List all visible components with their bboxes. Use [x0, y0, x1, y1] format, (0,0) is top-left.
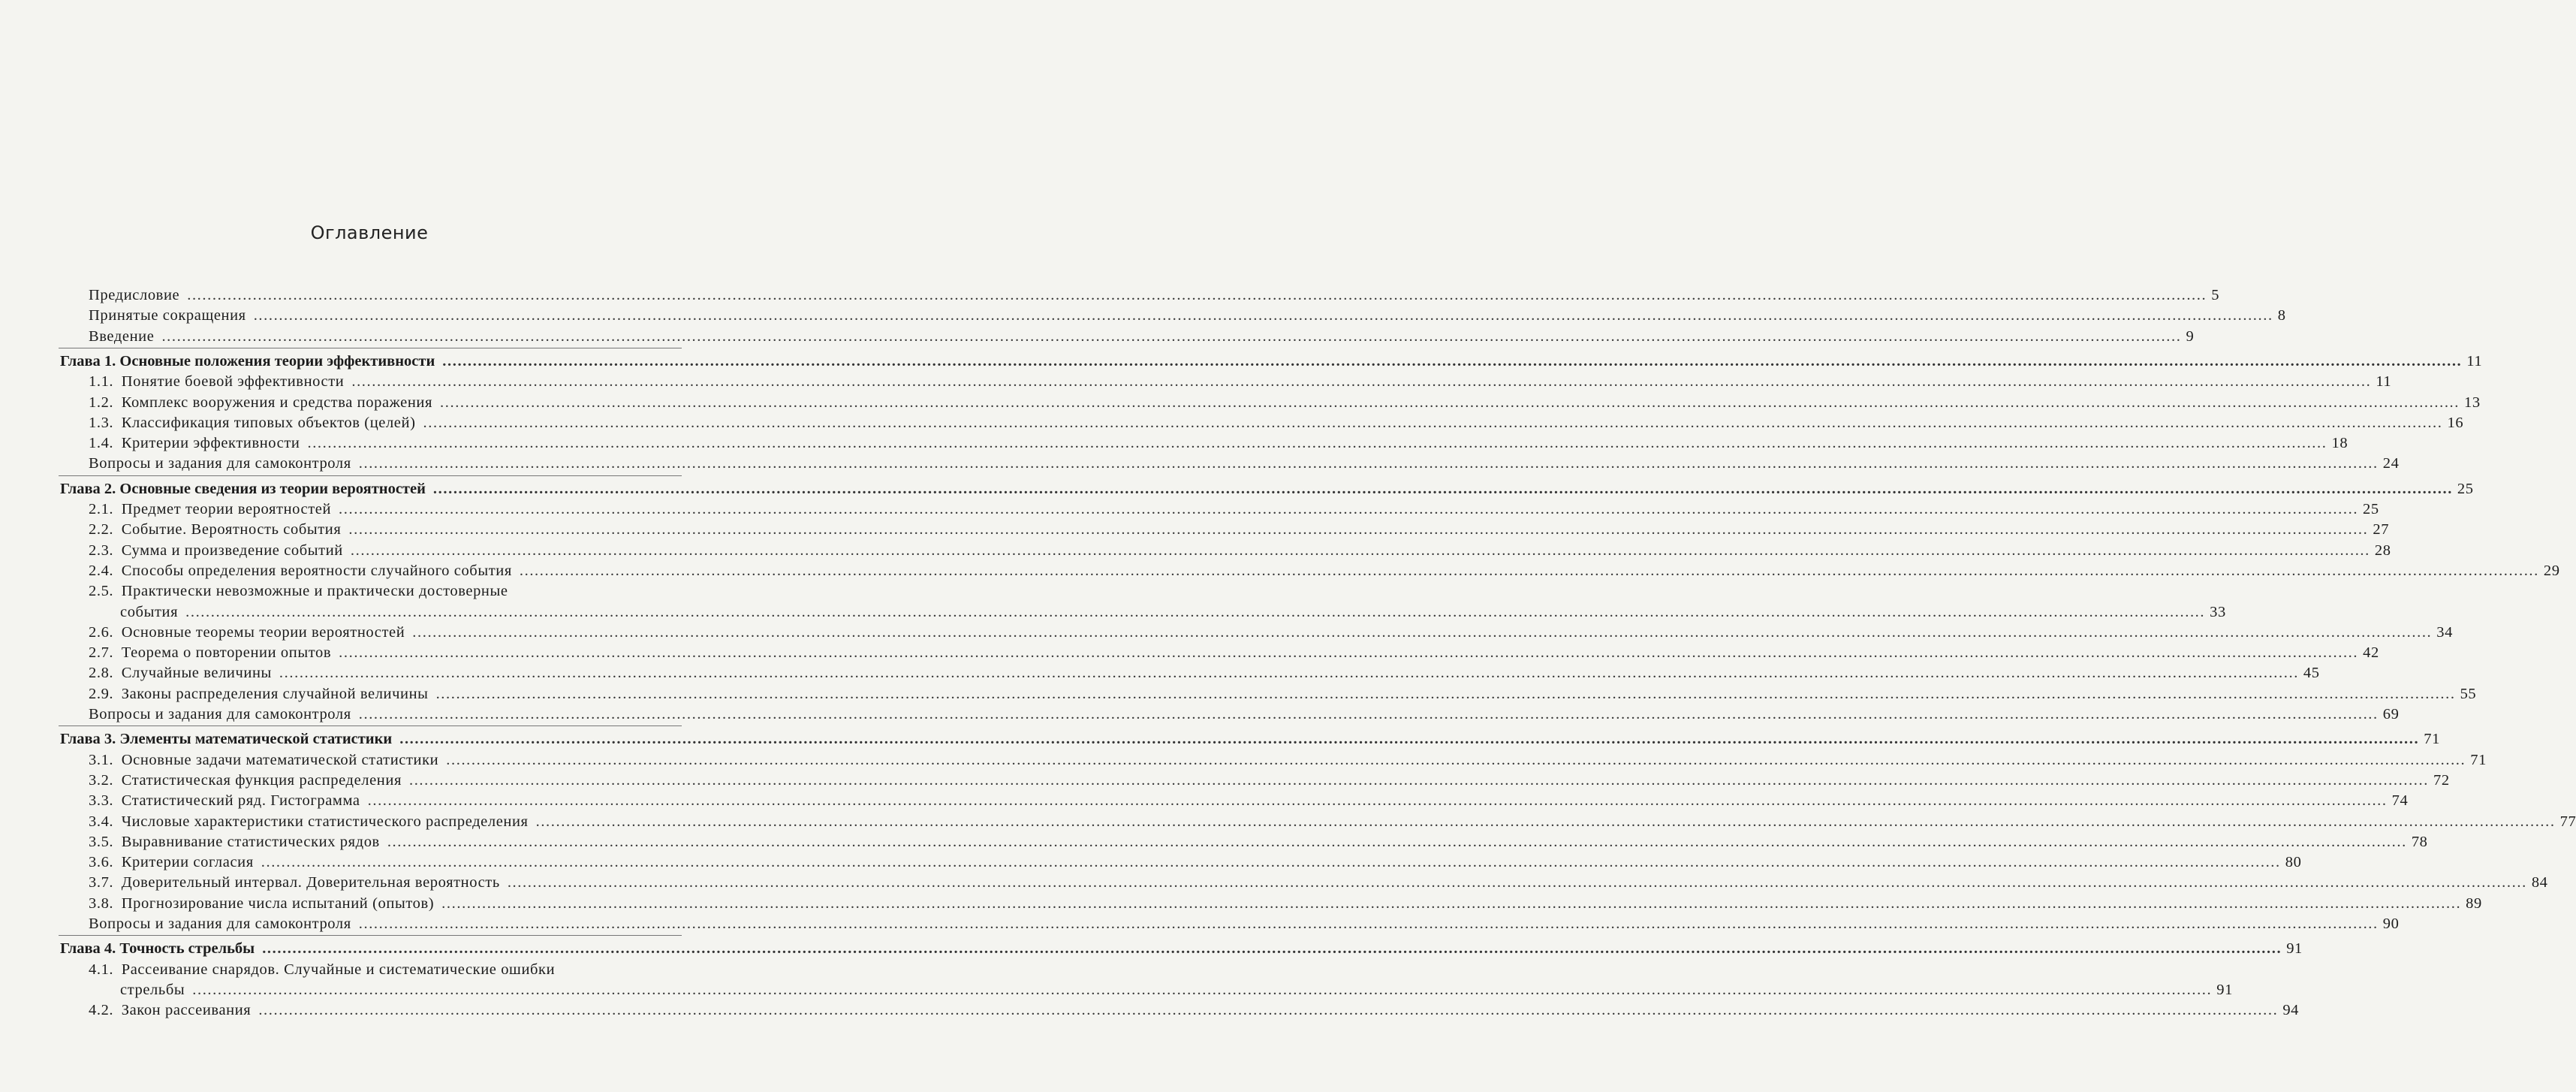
toc-entry[interactable]: [0, 433, 2349, 454]
page-number: 77: [2559, 813, 2576, 830]
entry-text: [89, 831, 380, 852]
page-number: 13: [2464, 394, 2481, 411]
dot-leader: ................................................................................................................................................................................................................................................................................................................................................................................................................: [435, 685, 2456, 702]
page-number: 33: [2210, 603, 2226, 620]
dot-leader: ................................................................................................................................................................................................................................................................................................................................................................................................................: [339, 501, 2359, 517]
entry-label: Предмет теории вероятностей: [121, 501, 332, 517]
entry-number: 4.2.: [89, 1002, 114, 1019]
entry-text: [89, 770, 402, 791]
entry-label: Принятые сокращения: [89, 307, 246, 324]
entry-number: 2.7.: [89, 644, 114, 662]
dot-leader: ................................................................................................................................................................................................................................................................................................................................................................................................................: [535, 813, 2556, 830]
toc-entry[interactable]: [0, 750, 2487, 771]
toc-entry[interactable]: [0, 560, 2560, 581]
entry-number: 2.6.: [89, 623, 114, 641]
entry-number: 3.7.: [89, 874, 114, 891]
entry-label: Введение: [89, 327, 155, 345]
entry-text: [89, 326, 154, 347]
dot-leader: ................................................................................................................................................................................................................................................................................................................................................................................................................: [358, 706, 2379, 722]
dot-leader: ................................................................................................................................................................................................................................................................................................................................................................................................................: [253, 307, 2273, 324]
toc-entry[interactable]: [0, 519, 2390, 540]
entry-text: [89, 371, 344, 392]
entry-text: [89, 412, 416, 433]
page-number: 71: [2424, 731, 2440, 748]
toc-entry-review[interactable]: [0, 913, 2400, 934]
entry-number: 3.5.: [89, 833, 114, 850]
toc-entry[interactable]: [0, 1000, 2300, 1021]
dot-leader: ................................................................................................................................................................................................................................................................................................................................................................................................................: [358, 916, 2379, 932]
dot-leader: ................................................................................................................................................................................................................................................................................................................................................................................................................: [408, 771, 2429, 789]
entry-label: Событие. Вероятность события: [121, 521, 342, 538]
entry-text: [89, 305, 246, 326]
entry-number: 2.2.: [89, 521, 114, 538]
dot-leader: ................................................................................................................................................................................................................................................................................................................................................................................................................: [262, 940, 2282, 958]
entry-number: 2.1.: [89, 501, 114, 517]
toc-chapter-heading[interactable]: [0, 351, 2483, 372]
entry-label: Предисловие: [89, 287, 180, 303]
page-number: 91: [2286, 940, 2303, 958]
entry-number: 1.4.: [89, 435, 114, 452]
page-number: 42: [2363, 644, 2379, 662]
page-number: 84: [2531, 874, 2548, 891]
entry-label: Вопросы и задания для самоконтроля: [89, 455, 351, 472]
page-number: 28: [2374, 541, 2391, 559]
entry-label: Статистический ряд. Гистограмма: [121, 792, 360, 810]
page-number: 27: [2373, 521, 2390, 538]
entry-label: Критерии согласия: [121, 854, 254, 871]
dot-leader: ................................................................................................................................................................................................................................................................................................................................................................................................................: [279, 665, 2299, 682]
dot-leader: ................................................................................................................................................................................................................................................................................................................................................................................................................: [507, 874, 2527, 891]
dot-leader: ................................................................................................................................................................................................................................................................................................................................................................................................................: [412, 623, 2433, 641]
toc-entry-review[interactable]: [0, 453, 2400, 474]
dot-leader: ................................................................................................................................................................................................................................................................................................................................................................................................................: [440, 394, 2460, 411]
entry-label: Комплекс вооружения и средства поражения: [121, 394, 433, 411]
entry-text: [89, 433, 300, 454]
entry-label: Вопросы и задания для самоконтроля: [89, 706, 351, 722]
page-number: 71: [2470, 751, 2487, 768]
entry-label: Вопросы и задания для самоконтроля: [89, 916, 351, 932]
entry-text: [60, 351, 435, 372]
entry-label: Теорема о повторении опытов: [121, 644, 332, 662]
entry-number: 2.5.: [89, 583, 114, 600]
entry-text: [89, 852, 254, 873]
chapter-separator: [59, 475, 682, 476]
entry-text: [89, 560, 512, 581]
page-number: 16: [2447, 414, 2464, 431]
toc-entry[interactable]: [0, 499, 2379, 520]
dot-leader: ................................................................................................................................................................................................................................................................................................................................................................................................................: [339, 644, 2359, 662]
entry-text: [89, 540, 343, 561]
entry-text: [89, 893, 434, 914]
entry-number: 1.3.: [89, 414, 114, 431]
page-number: 29: [2543, 562, 2560, 579]
entry-label: Практически невозможные и практически достоверные: [121, 583, 508, 600]
entry-text: [89, 519, 341, 540]
toc-entry[interactable]: [0, 540, 2391, 561]
page-number: 78: [2411, 833, 2428, 850]
toc-entry[interactable]: [0, 412, 2464, 433]
dot-leader: ................................................................................................................................................................................................................................................................................................................................................................................................................: [399, 731, 2420, 748]
page-number: 89: [2466, 894, 2482, 912]
dot-leader: ................................................................................................................................................................................................................................................................................................................................................................................................................: [187, 287, 2207, 303]
entry-text: [89, 642, 331, 663]
toc-entry[interactable]: [0, 622, 2453, 643]
dot-leader: ................................................................................................................................................................................................................................................................................................................................................................................................................: [307, 435, 2327, 452]
entry-text: [60, 729, 392, 750]
toc-title: Оглавление: [310, 222, 429, 243]
toc-entry-review[interactable]: [0, 704, 2400, 725]
entry-text: [89, 683, 429, 704]
toc-chapter-heading[interactable]: [0, 729, 2440, 750]
entry-number: 3.6.: [89, 854, 114, 871]
entry-label: Сумма и произведение событий: [121, 541, 343, 559]
toc-entry[interactable]: [0, 662, 2320, 683]
dot-leader: ................................................................................................................................................................................................................................................................................................................................................................................................................: [432, 480, 2453, 497]
toc-entry[interactable]: [0, 959, 751, 980]
dot-leader: ................................................................................................................................................................................................................................................................................................................................................................................................................: [519, 562, 2539, 579]
entry-label: Основные задачи математической статистики: [121, 751, 439, 768]
chapter-separator: [59, 935, 682, 936]
entry-text: [89, 581, 508, 602]
entry-label: Способы определения вероятности случайного события: [121, 562, 512, 579]
dot-leader: ................................................................................................................................................................................................................................................................................................................................................................................................................: [367, 792, 2388, 810]
dot-leader: ................................................................................................................................................................................................................................................................................................................................................................................................................: [358, 455, 2379, 472]
entry-text: [89, 790, 360, 811]
toc-entry[interactable]: [0, 852, 2302, 873]
entry-number: 2.8.: [89, 665, 114, 682]
toc-chapter-heading[interactable]: [0, 478, 2474, 499]
entry-text: [89, 622, 405, 643]
toc-entry[interactable]: [0, 893, 2482, 914]
entry-text: [89, 662, 272, 683]
page-number: 74: [2391, 792, 2409, 810]
entry-text: [89, 750, 438, 771]
entry-label: Доверительный интервал. Доверительная вероятность: [121, 874, 500, 891]
toc-entry[interactable]: [0, 683, 2477, 704]
entry-number: 2.3.: [89, 541, 114, 559]
toc-entry[interactable]: [0, 581, 751, 602]
entry-text: [89, 453, 351, 474]
toc-entry[interactable]: [0, 831, 2428, 852]
entry-label: Прогнозирование числа испытаний (опытов): [121, 894, 435, 912]
page-number: 8: [2277, 307, 2286, 324]
entry-text: [89, 704, 351, 725]
page-number: 90: [2382, 916, 2400, 932]
entry-text: [89, 499, 331, 520]
entry-label: Числовые характеристики статистического распределения: [121, 813, 529, 830]
entry-label: Статистическая функция распределения: [121, 771, 402, 789]
page-number: 24: [2382, 455, 2400, 472]
entry-text: [120, 979, 185, 1000]
entry-number: 1.2.: [89, 394, 114, 411]
entry-label: Закон рассеивания: [121, 1002, 252, 1019]
entry-label: Выравнивание статистических рядов: [121, 833, 380, 850]
entry-label: Глава 1. Основные положения теории эффективности: [60, 352, 435, 370]
entry-text: [89, 913, 351, 934]
dot-leader: ................................................................................................................................................................................................................................................................................................................................................................................................................: [442, 352, 2463, 370]
toc-entry-front[interactable]: [0, 305, 2286, 326]
toc-entry-front[interactable]: [0, 326, 2195, 347]
page-number: 72: [2433, 771, 2450, 789]
entry-label: Законы распределения случайной величины: [121, 685, 429, 702]
page-number: 69: [2382, 706, 2400, 722]
entry-number: 3.3.: [89, 792, 114, 810]
toc-entry[interactable]: [0, 642, 2379, 663]
toc-entry-continuation[interactable]: [0, 979, 2233, 1000]
dot-leader: ................................................................................................................................................................................................................................................................................................................................................................................................................: [423, 414, 2443, 431]
page-number: 9: [2186, 327, 2195, 345]
dot-leader: ................................................................................................................................................................................................................................................................................................................................................................................................................: [351, 373, 2372, 391]
entry-label: Глава 2. Основные сведения из теории вероятностей: [60, 480, 426, 497]
entry-text: [89, 392, 432, 413]
entry-number: 3.2.: [89, 771, 114, 789]
entry-label: Глава 3. Элементы математической статистики: [60, 731, 393, 748]
entry-number: 1.1.: [89, 373, 114, 391]
dot-leader: ................................................................................................................................................................................................................................................................................................................................................................................................................: [258, 1002, 2279, 1019]
page-number: 18: [2331, 435, 2349, 452]
page-number: 55: [2460, 685, 2477, 702]
page-number: 25: [2363, 501, 2379, 517]
page-number: 34: [2436, 623, 2453, 641]
entry-label: Критерии эффективности: [121, 435, 300, 452]
toc-entry[interactable]: [0, 811, 2576, 832]
toc-entry[interactable]: [0, 392, 2481, 413]
entry-text: [120, 602, 178, 623]
entry-label-continuation: стрельбы: [120, 981, 185, 998]
dot-leader: ................................................................................................................................................................................................................................................................................................................................................................................................................: [185, 603, 2206, 620]
page-number: 5: [2211, 287, 2220, 303]
entry-label: Классификация типовых объектов (целей): [121, 414, 416, 431]
dot-leader: ................................................................................................................................................................................................................................................................................................................................................................................................................: [192, 981, 2213, 998]
entry-text: [89, 285, 179, 306]
page-number: 11: [2466, 352, 2483, 370]
dot-leader: ................................................................................................................................................................................................................................................................................................................................................................................................................: [348, 521, 2369, 538]
entry-number: 3.1.: [89, 751, 114, 768]
dot-leader: ................................................................................................................................................................................................................................................................................................................................................................................................................: [350, 541, 2370, 559]
toc-entry[interactable]: [0, 872, 2548, 893]
toc-chapter-heading[interactable]: [0, 938, 2303, 959]
page-number: 45: [2303, 665, 2320, 682]
page-number: 25: [2457, 480, 2474, 497]
page-number: 91: [2216, 981, 2233, 998]
entry-text: [89, 1000, 251, 1021]
page-number: 11: [2376, 373, 2392, 391]
page-number: 94: [2282, 1002, 2300, 1019]
entry-text: [89, 811, 529, 832]
entry-label: Случайные величины: [121, 665, 272, 682]
entry-number: 2.4.: [89, 562, 114, 579]
entry-label: Глава 4. Точность стрельбы: [60, 940, 255, 958]
entry-number: 4.1.: [89, 961, 114, 978]
entry-label: Понятие боевой эффективности: [121, 373, 345, 391]
entry-text: [89, 959, 555, 980]
dot-leader: ................................................................................................................................................................................................................................................................................................................................................................................................................: [446, 751, 2466, 768]
entry-text: [60, 478, 426, 499]
entry-label: Рассеивание снарядов. Случайные и систематические ошибки: [121, 961, 556, 978]
toc-entry[interactable]: [0, 770, 2450, 791]
entry-text: [60, 938, 255, 959]
entry-number: 2.9.: [89, 685, 114, 702]
entry-number: 3.4.: [89, 813, 114, 830]
entry-label-continuation: события: [120, 603, 179, 620]
entry-number: 3.8.: [89, 894, 114, 912]
entry-label: Основные теоремы теории вероятностей: [121, 623, 405, 641]
dot-leader: ................................................................................................................................................................................................................................................................................................................................................................................................................: [387, 833, 2407, 850]
chapter-separator: [59, 725, 682, 726]
toc-entry-continuation[interactable]: [0, 602, 2226, 623]
page-number: 80: [2285, 854, 2302, 871]
dot-leader: ................................................................................................................................................................................................................................................................................................................................................................................................................: [441, 894, 2462, 912]
dot-leader: ................................................................................................................................................................................................................................................................................................................................................................................................................: [261, 854, 2281, 871]
toc-entry[interactable]: [0, 371, 2392, 392]
entry-text: [89, 872, 500, 893]
dot-leader: ................................................................................................................................................................................................................................................................................................................................................................................................................: [161, 327, 2182, 345]
toc-entry-front[interactable]: [0, 285, 2220, 306]
toc-entry[interactable]: [0, 790, 2409, 811]
